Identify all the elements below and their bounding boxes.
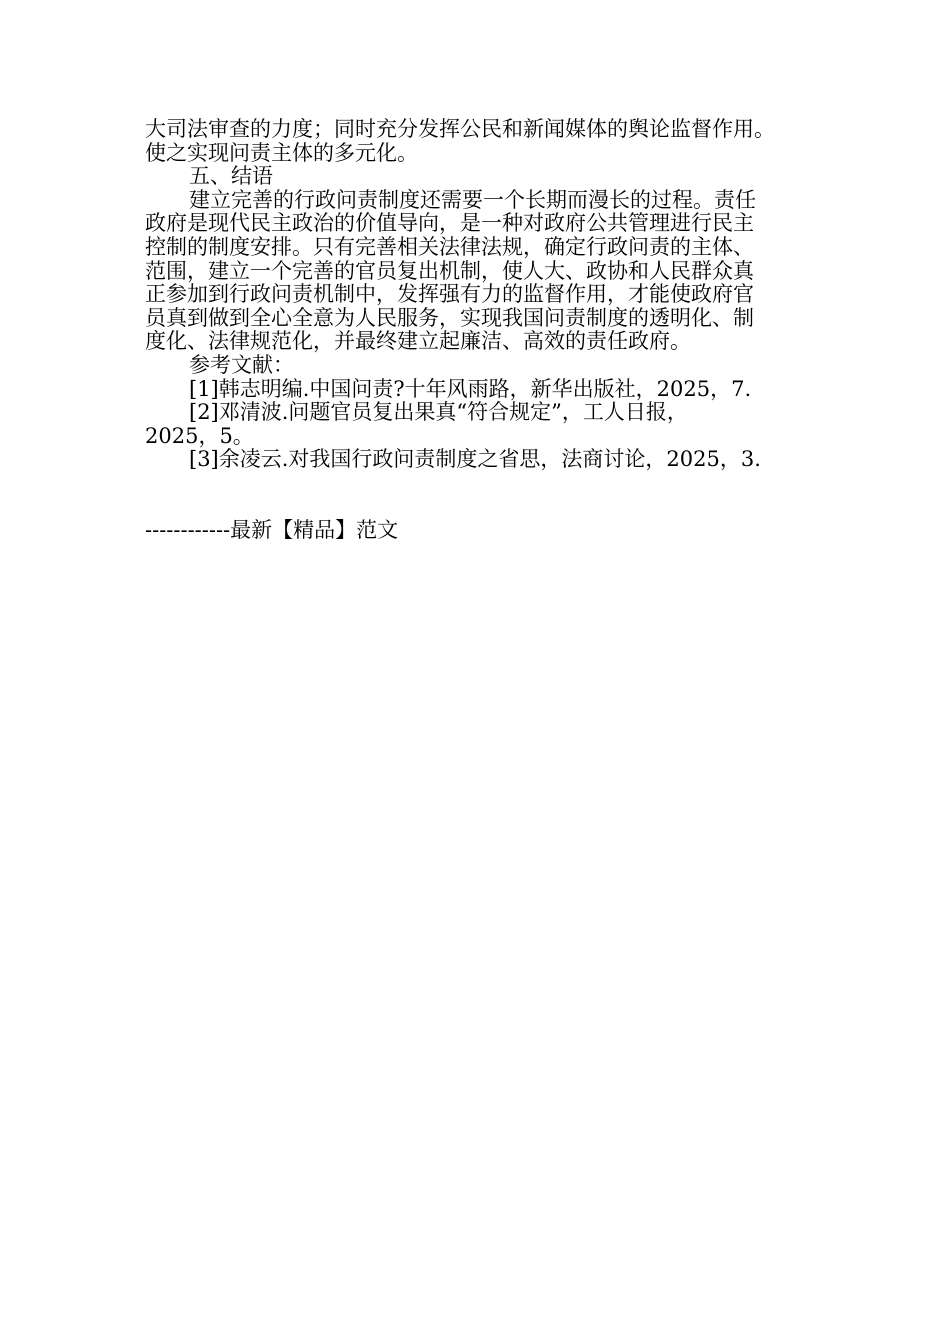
body-line: 政府是现代民主政治的价值导向，是一种对政府公共管理进行民主 bbox=[145, 211, 754, 236]
reference-item: [1]韩志明编.中国问责?十年风雨路，新华出版社，2025，7. bbox=[189, 376, 752, 401]
body-line: 建立完善的行政问责制度还需要一个长期而漫长的过程。责任 bbox=[189, 187, 756, 212]
footer-text: ------------最新【精品】范文 bbox=[145, 517, 399, 542]
body-line: 控制的制度安排。只有完善相关法律法规，确定行政问责的主体、 bbox=[145, 234, 754, 259]
reference-item: [2]邓清波.问题官员复出果真“符合规定”，工人日报， bbox=[189, 400, 688, 425]
body-line: 大司法审查的力度；同时充分发挥公民和新闻媒体的舆论监督作用。 bbox=[145, 117, 775, 141]
references-heading: 参考文献： bbox=[189, 352, 294, 377]
body-line: 使之实现问责主体的多元化。 bbox=[145, 140, 418, 165]
body-line: 正参加到行政问责机制中，发挥强有力的监督作用，才能使政府官 bbox=[145, 282, 754, 307]
reference-item-continuation: 2025，5。 bbox=[145, 423, 254, 448]
reference-item: [3]余凌云.对我国行政问责制度之省思，法商讨论，2025，3. bbox=[189, 447, 761, 472]
body-line: 范围，建立一个完善的官员复出机制，使人大、政协和人民群众真 bbox=[145, 258, 754, 283]
section-heading: 五、结语 bbox=[189, 164, 273, 189]
body-line: 员真到做到全心全意为人民服务，实现我国问责制度的透明化、制 bbox=[145, 305, 754, 330]
document-page bbox=[145, 118, 815, 543]
spacer bbox=[145, 472, 815, 519]
body-line: 度化、法律规范化，并最终建立起廉洁、高效的责任政府。 bbox=[145, 329, 691, 354]
